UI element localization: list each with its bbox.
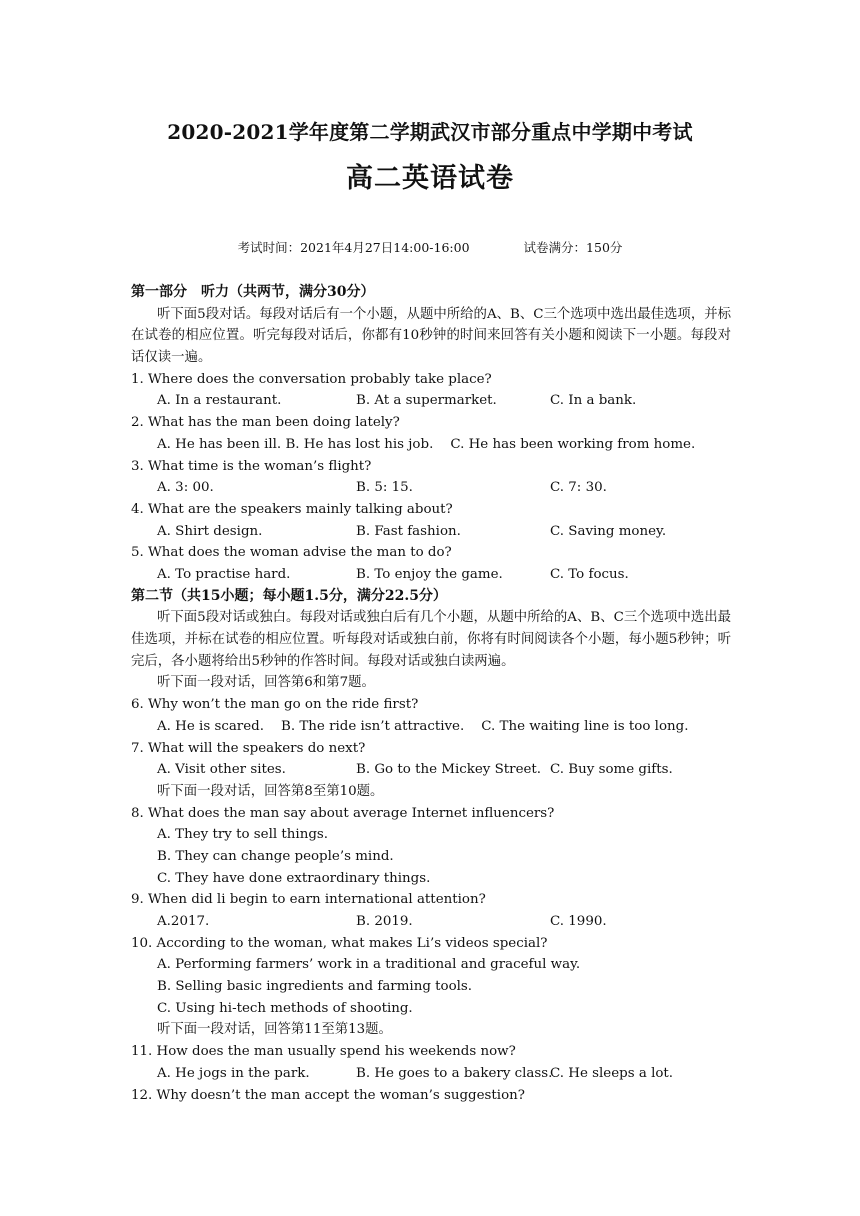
- question-5-options: [131, 564, 731, 586]
- option-c: C. 7: 30.: [550, 480, 607, 496]
- option-c: C. They have done extraordinary things.: [157, 870, 431, 886]
- question-1: 1. Where does the conversation probably take place?: [131, 371, 492, 387]
- exam-title: 高二英语试卷: [346, 163, 514, 194]
- option-c: C. Saving money.: [550, 523, 667, 539]
- question-6-options: A. He is scared. B. The ride isn’t attractive. C. The waiting line is too long.: [157, 718, 689, 734]
- question-4-options: [131, 521, 731, 543]
- question-9: 9. When did li begin to earn international attention?: [131, 892, 486, 908]
- option-c: C. Buy some gifts.: [550, 762, 673, 778]
- question-8: 8. What does the man say about average Internet influencers?: [131, 805, 555, 821]
- option-a: A. Shirt design.: [157, 523, 263, 539]
- option-b: B. To enjoy the game.: [356, 566, 503, 582]
- exam-info: [0, 238, 860, 256]
- question-11-options: [131, 1063, 731, 1085]
- option-c: C. Using hi-tech methods of shooting.: [157, 1000, 413, 1016]
- option-a: A. They try to sell things.: [157, 827, 329, 843]
- option-b: B. At a supermarket.: [356, 393, 497, 409]
- option-a: A. Visit other sites.: [157, 762, 286, 778]
- part2-instructions: 听下面5段对话或独白。每段对话或独白后有几个小题，从题中所给的A、B、C三个选项中选出最佳选项，并标在试卷的相应位置。听每段对话或独白前，你将有时间阅读各个小题，每小题5秒钟；听完后，各小题将给出5秒钟的作答时间。每段对话或独白读两遍。: [131, 610, 731, 669]
- part1-instructions: 听下面5段对话。每段对话后有一个小题，从题中所给的A、B、C三个选项中选出最佳选项，并标在试卷的相应位置。听完每段对话后，你都有10秒钟的时间来回答有关小题和阅读下一小题。每段对话仅读一遍。: [131, 306, 731, 366]
- option-a: A. In a restaurant.: [157, 393, 282, 409]
- option-b: B. They can change people’s mind.: [157, 848, 394, 864]
- question-3-options: [131, 477, 731, 499]
- option-b: B. He goes to a bakery class.: [356, 1065, 553, 1081]
- question-4: 4. What are the speakers mainly talking about?: [131, 501, 453, 517]
- exam-body: [131, 282, 731, 1106]
- question-2: 2. What has the man been doing lately?: [131, 415, 400, 431]
- question-2-options: A. He has been ill. B. He has lost his job. C. He has been working from home.: [157, 436, 696, 452]
- question-7-options: [131, 759, 731, 781]
- group-instruction: 听下面一段对话，回答第6和第7题。: [157, 675, 375, 691]
- option-a: A. Performing farmers’ work in a traditional and graceful way.: [157, 957, 581, 973]
- option-a: A.2017.: [157, 914, 210, 930]
- exam-score: 试卷满分：150分: [523, 240, 623, 255]
- question-11: 11. How does the man usually spend his weekends now?: [131, 1044, 516, 1060]
- option-b: B. Go to the Mickey Street.: [356, 762, 542, 778]
- option-b: B. Selling basic ingredients and farming tools.: [157, 979, 473, 995]
- option-a: A. He jogs in the park.: [157, 1065, 310, 1081]
- option-c: C. In a bank.: [550, 393, 637, 409]
- option-c: C. To focus.: [550, 566, 629, 582]
- option-a: A. To practise hard.: [157, 566, 291, 582]
- question-7: 7. What will the speakers do next?: [131, 740, 366, 756]
- option-a: A. 3: 00.: [157, 480, 214, 496]
- option-b: B. 5: 15.: [356, 480, 413, 496]
- part1-title: 第一部分 听力（共两节，满分30分）: [131, 284, 375, 300]
- question-3: 3. What time is the woman’s flight?: [131, 458, 372, 474]
- option-c: C. 1990.: [550, 914, 607, 930]
- option-b: B. Fast fashion.: [356, 523, 461, 539]
- question-9-options: [131, 911, 731, 933]
- option-b: B. 2019.: [356, 914, 413, 930]
- question-12: 12. Why doesn’t the man accept the woman’s suggestion?: [131, 1087, 525, 1103]
- question-6: 6. Why won’t the man go on the ride first?: [131, 697, 419, 713]
- exam-header: 2020-2021学年度第二学期武汉市部分重点中学期中考试: [167, 120, 693, 144]
- option-c: C. He sleeps a lot.: [550, 1065, 674, 1081]
- part2-title: 第二节（共15小题；每小题1.5分，满分22.5分）: [131, 587, 447, 604]
- question-10: 10. According to the woman, what makes Li’s videos special?: [131, 935, 548, 951]
- group-instruction: 听下面一段对话，回答第8至第10题。: [157, 783, 384, 799]
- group-instruction: 听下面一段对话，回答第11至第13题。: [157, 1022, 392, 1038]
- question-1-options: [131, 390, 731, 412]
- exam-time: 考试时间：2021年4月27日14:00-16:00: [237, 240, 470, 255]
- question-5: 5. What does the woman advise the man to do?: [131, 545, 452, 561]
